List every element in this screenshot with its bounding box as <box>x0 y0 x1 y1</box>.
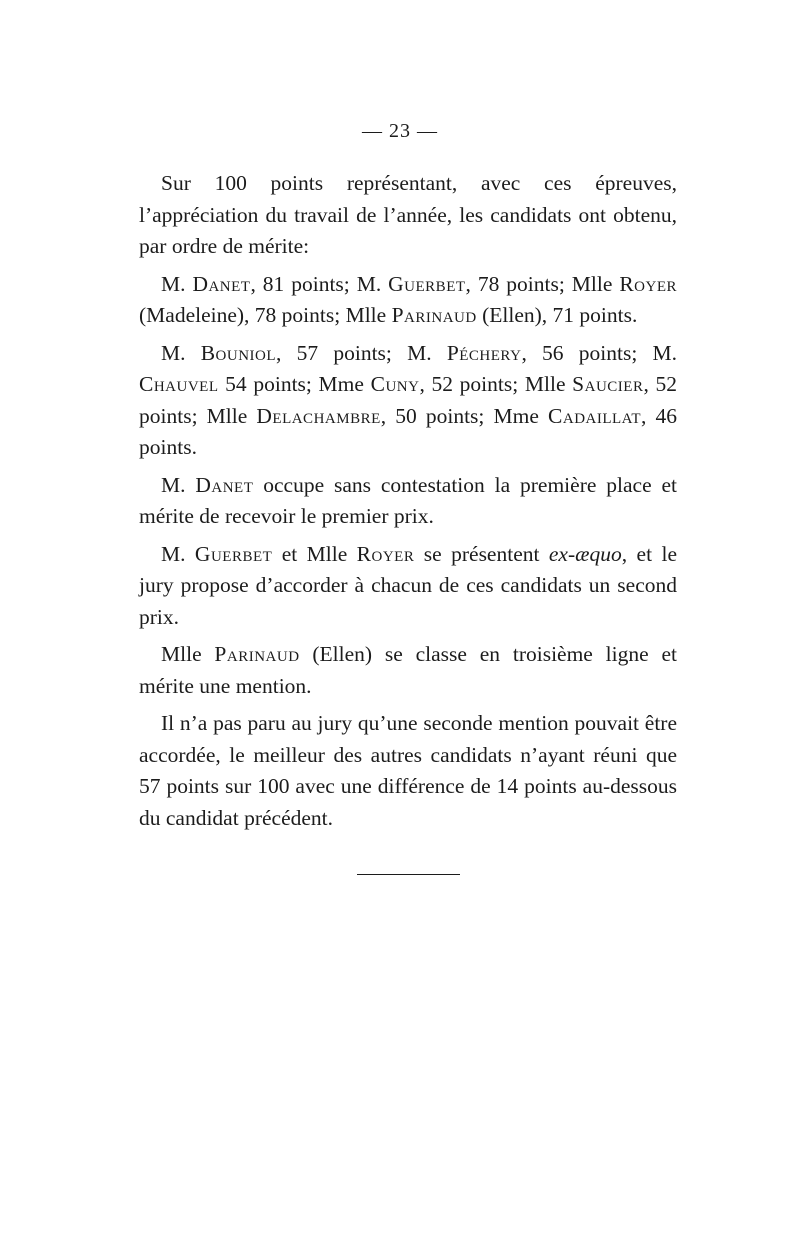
text-run: (Ellen) se classe en troisième ligne et mérite une mention. <box>139 642 677 698</box>
text-run: , 56 points; M. <box>521 340 678 365</box>
candidate-name: Péchery <box>446 340 522 365</box>
candidate-name: Cuny <box>370 372 420 396</box>
candidate-name: Chauvel <box>139 372 219 396</box>
paragraph <box>139 639 677 702</box>
text-run: , 50 points; Mme <box>380 403 549 428</box>
text-run: , et le jury propose d’accorder à chacun de ces candidats un second prix. <box>139 541 677 629</box>
candidate-name: Bouniol <box>200 340 277 365</box>
text-run: M. <box>161 340 201 365</box>
text-run: Mlle <box>161 642 215 666</box>
body-text <box>139 168 677 840</box>
candidate-name: Royer <box>619 271 677 296</box>
text-run: , 46 points. <box>139 403 678 459</box>
text-run: Il n’a pas paru au jury qu’une seconde mention pouvait être accordée, le meilleur des autres candidats n’ayant réuni que 57 points sur 100 avec une différence de 14 points au-dessous du candidat précédent. <box>139 711 677 830</box>
closing-rule <box>357 874 460 875</box>
page-number: — 23 — <box>362 120 438 142</box>
candidate-name: Delachambre <box>256 403 381 428</box>
text-run: et Mlle <box>272 541 357 566</box>
text-run: M. <box>161 541 195 566</box>
candidate-name: Guerbet <box>194 541 273 566</box>
text-run: occupe sans contestation la première place et mérite de recevoir le premier prix. <box>139 472 677 528</box>
text-run: Sur 100 points représentant, avec ces épreuves, l’appréciation du travail de l’année, les candidats ont obtenu, par ordre de mérite: <box>139 171 677 258</box>
candidate-name: Danet <box>192 271 251 296</box>
paragraph <box>139 470 677 533</box>
text-run: , 81 points; M. <box>250 271 389 296</box>
text-run: , 52 points; Mlle <box>419 372 573 396</box>
text-run: (Madeleine), 78 points; Mlle <box>139 303 392 327</box>
text-run: 54 points; Mme <box>218 372 371 396</box>
candidate-name: Guerbet <box>388 271 466 296</box>
candidate-name: Parinaud <box>391 303 477 327</box>
candidate-name: Saucier <box>572 372 644 396</box>
paragraph <box>139 269 677 332</box>
candidate-name: Parinaud <box>214 642 300 666</box>
paragraph <box>139 539 677 634</box>
text-run: , 57 points; M. <box>276 340 447 365</box>
paragraph <box>139 708 677 834</box>
candidate-name: Cadaillat <box>548 403 642 428</box>
candidate-name: Royer <box>356 541 415 566</box>
text-run: , 52 points; Mlle <box>139 372 677 428</box>
italic-phrase: ex-æquo <box>548 541 622 566</box>
paragraph <box>139 338 677 464</box>
text-run: , 78 points; Mlle <box>465 271 620 296</box>
text-run: M. <box>161 271 193 296</box>
paragraph <box>139 168 677 263</box>
text-run: se présentent <box>414 541 549 566</box>
text-run: M. <box>161 472 196 497</box>
candidate-name: Danet <box>195 472 254 497</box>
text-run: (Ellen), 71 points. <box>476 303 638 327</box>
